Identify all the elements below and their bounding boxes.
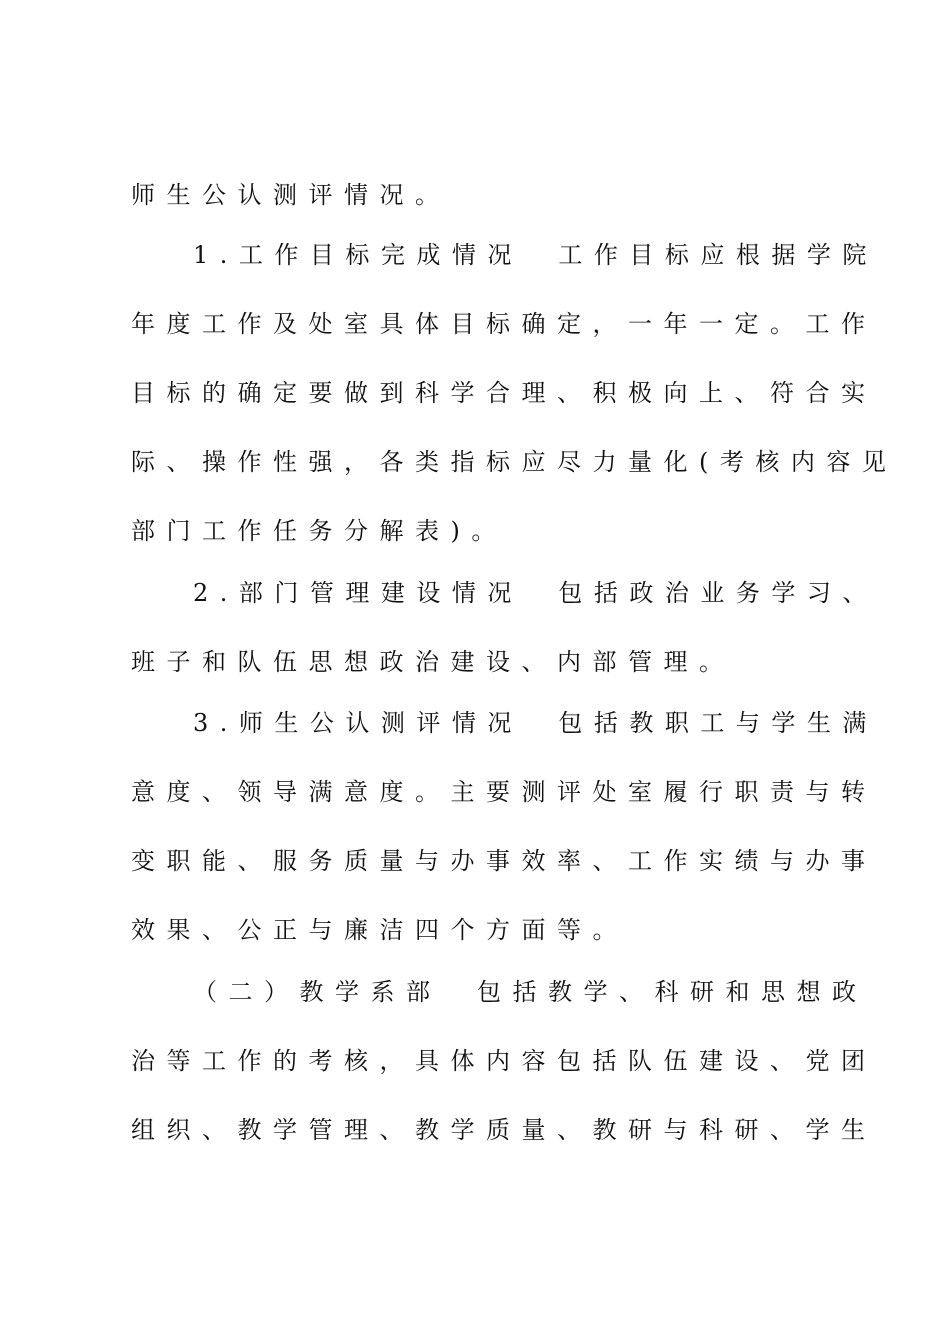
text-line-5: 际、操作性强，各类指标应尽力量化(考核内容见 <box>131 448 898 476</box>
text-line-15: 组织、教学管理、教学质量、教研与科研、学生 <box>131 1116 877 1144</box>
text-line-8: 班子和队伍思想政治建设、内部管理。 <box>131 648 735 676</box>
text-line-12: 效果、公正与廉洁四个方面等。 <box>131 916 628 944</box>
text-line-2: 1.工作目标完成情况 工作目标应根据学院 <box>193 241 878 269</box>
text-line-14: 治等工作的考核，具体内容包括队伍建设、党团 <box>131 1047 877 1075</box>
text-line-13: （二）教学系部 包括教学、科研和思想政 <box>193 978 868 1006</box>
text-line-6: 部门工作任务分解表)。 <box>131 517 507 545</box>
text-line-10: 意度、领导满意度。主要测评处室履行职责与转 <box>131 778 877 806</box>
text-line-1: 师生公认测评情况。 <box>131 181 451 209</box>
text-line-4: 目标的确定要做到科学合理、积极向上、符合实 <box>131 379 877 407</box>
text-line-9: 3.师生公认测评情况 包括教职工与学生满 <box>193 709 878 737</box>
text-line-3: 年度工作及处室具体目标确定，一年一定。工作 <box>131 310 877 338</box>
text-line-11: 变职能、服务质量与办事效率、工作实绩与办事 <box>131 847 877 875</box>
text-line-7: 2.部门管理建设情况 包括政治业务学习、 <box>193 579 878 607</box>
